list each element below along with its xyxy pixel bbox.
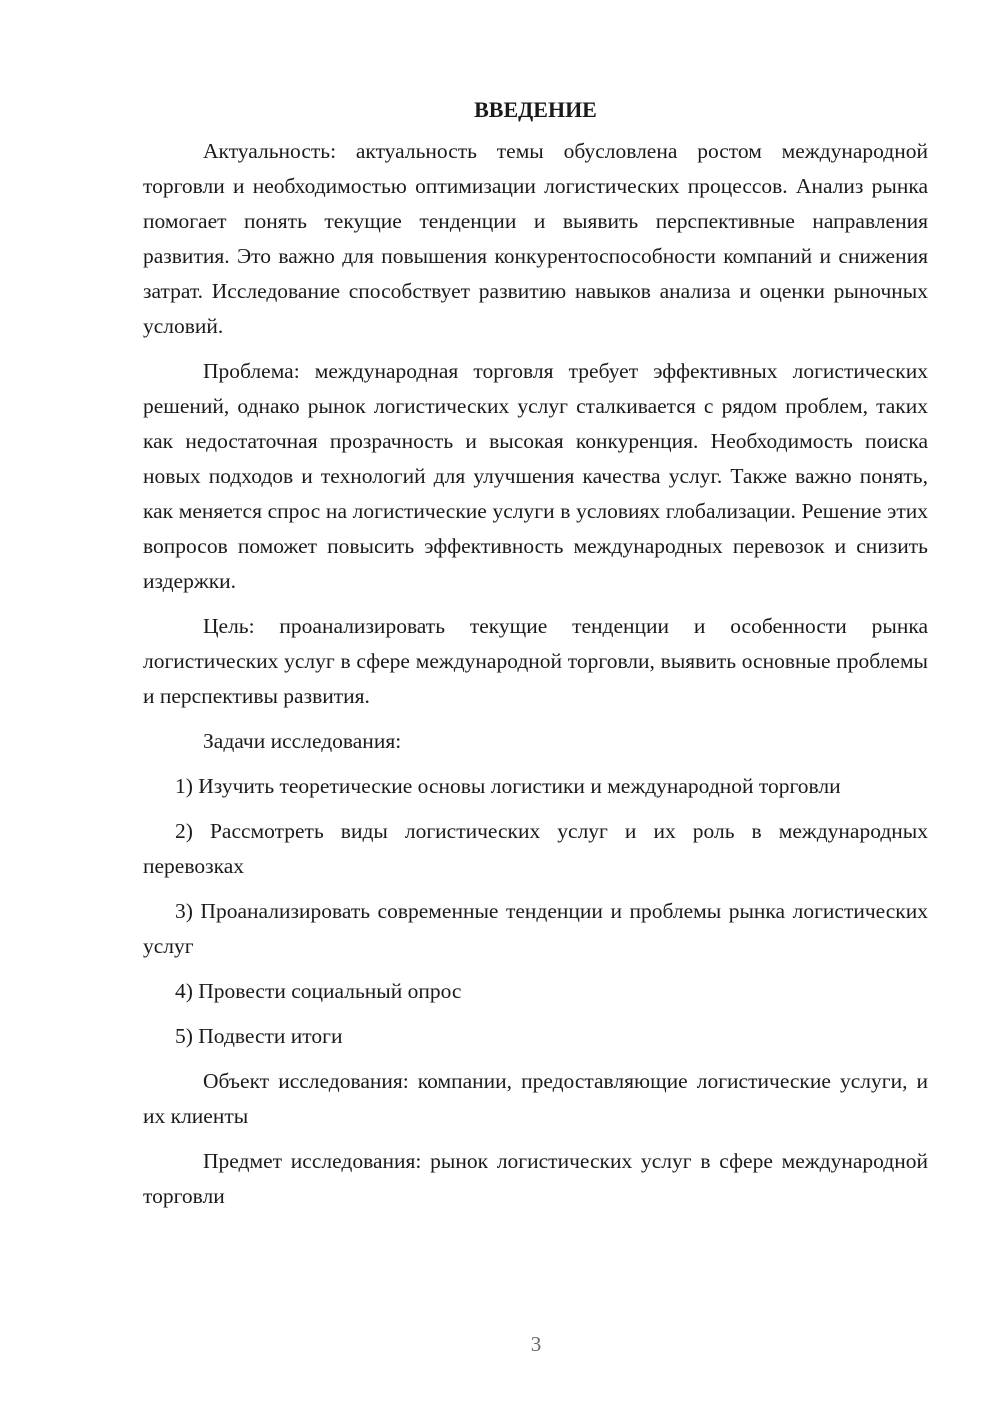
task-item: 2) Рассмотреть виды логистических услуг и их роль в международных перевозках [143,819,928,878]
task-item: 1) Изучить теоретические основы логистики и международной торговли [175,774,841,798]
task-item: 4) Провести социальный опрос [175,979,462,1003]
task-item: 3) Проанализировать современные тенденции и проблемы рынка логистических услуг [143,899,928,958]
section-heading: ВВЕДЕНИЕ [474,97,597,122]
tasks-title: Задачи исследования: [203,729,402,753]
paragraph-goal: Цель: проанализировать текущие тенденции и особенности рынка логистических услуг в сфере международной торговли, выявить основные проблемы и перспективы развития. [143,614,928,708]
paragraph-relevance: Актуальность: актуальность темы обусловлена ростом международной торговли и необходимостью оптимизации логистических процессов. Анализ рынка помогает понять текущие тенденции и выявить перспективные направления развития. Это важно для повышения конкурентоспособности компаний и снижения затрат. Исследование способствует развитию навыков анализа и оценки рыночных условий. [143,139,928,338]
paragraph-object: Объект исследования: компании, предоставляющие логистические услуги, и их клиенты [143,1069,928,1128]
task-item: 5) Подвести итоги [175,1024,343,1048]
paragraph-subject: Предмет исследования: рынок логистических услуг в сфере международной торговли [143,1149,928,1208]
document-page [143,90,928,1224]
paragraph-problem: Проблема: международная торговля требует эффективных логистических решений, однако рынок логистических услуг сталкивается с рядом проблем, таких как недостаточная прозрачность и высокая конкуренция. Необходимость поиска новых подходов и технологий для улучшения качества услуг. Также важно понять, как меняется спрос на логистические услуги в условиях глобализации. Решение этих вопросов поможет повысить эффективность международных перевозок и снизить издержки. [143,359,928,593]
page-number: 3 [530,1332,542,1356]
